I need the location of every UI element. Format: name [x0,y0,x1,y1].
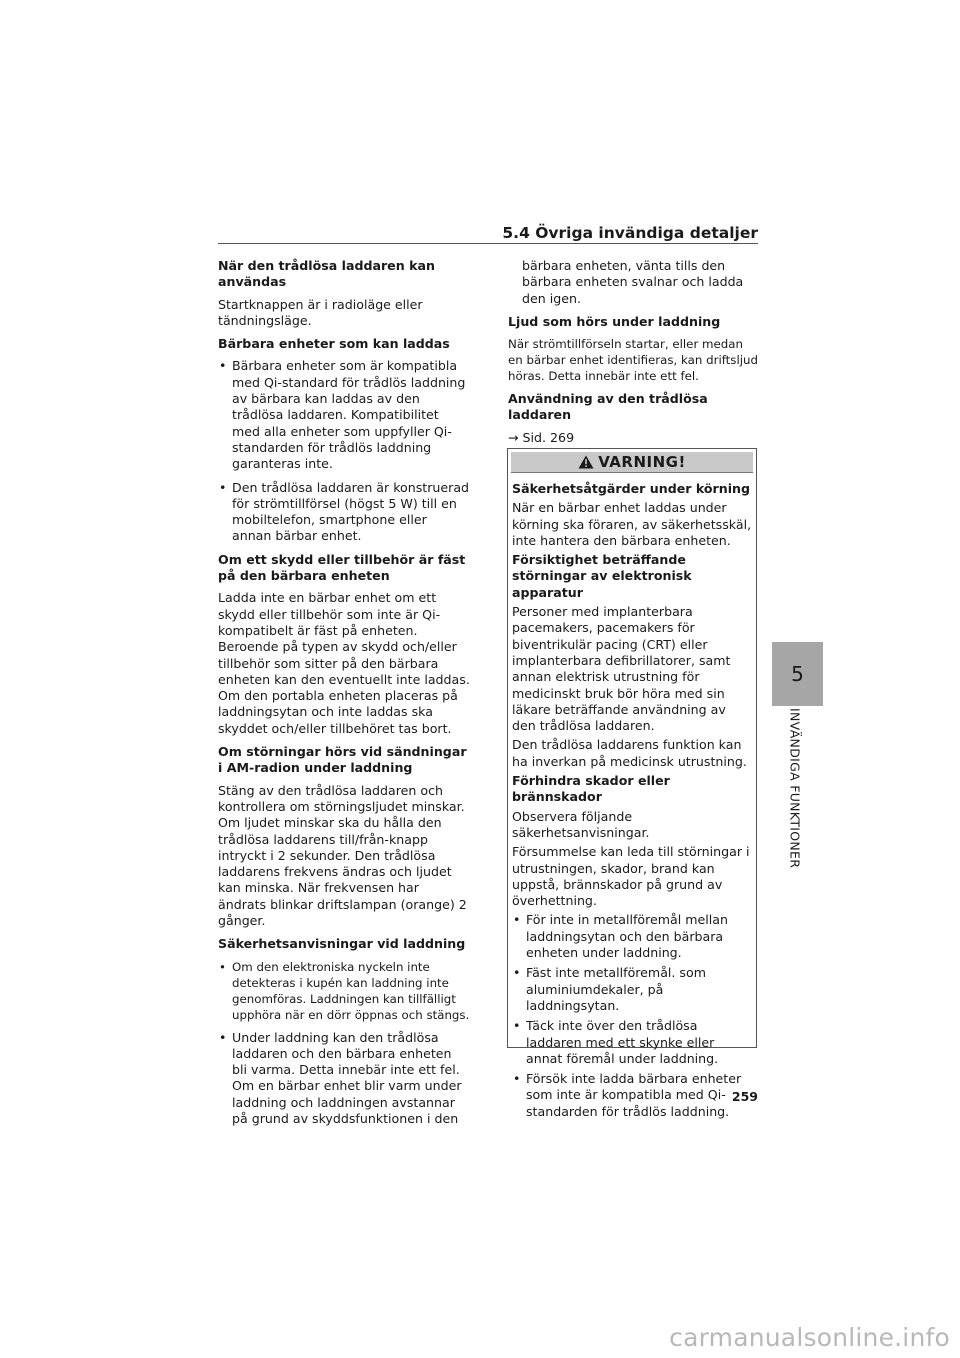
paragraph-am-interference: Stäng av den trådlösa laddaren och kontrollera om störningsljudet minskar. Om ljudet minskar ska du hålla den trådlösa laddarens till/från-knapp intryckt i 2 sekunder. Den trådlösa laddarens frekvens ändras och ljudet kan minska. När frekvensen har ändrats blinkar driftslampan (orange) 2 gånger. [218,782,467,928]
left-column [218,258,470,1134]
page-reference-link[interactable]: → Sid. 269 [508,429,575,445]
warning-heading-driving: Säkerhetsåtgärder under körning [512,481,751,496]
chapter-label: INVÄNDIGA FUNKTIONER [787,708,803,869]
warning-title: VARNING! [598,453,686,471]
paragraph-case-accessory: Ladda inte en bärbar enhet om ett skydd eller tillbehör som inte är Qi-kompatibelt är fäst på enheten. Beroende på typen av skydd och/eller tillbehör som sitter på den bärbara enheten kan den eventuellt inte laddas. Om den portabla enheten placeras på laddningsytan och inte laddas ska skyddet och/eller tillbehöret tas bort. [218,590,470,736]
safety-instructions-list [218,959,470,1128]
header-divider [218,243,758,244]
list-item: • Den trådlösa laddaren är konstruerad för strömtillförsel (högst 5 W) till en mobiltelefon, smartphone eller annan bärbar enhet. [218,480,470,545]
warning-list [512,912,752,1120]
warning-paragraph-observe: Observera följande säkerhetsanvisningar. [512,808,650,840]
paragraph-ignition: Startknappen är i radioläge eller tändningsläge. [218,296,423,328]
list-item: • Försök inte ladda bärbara enheter som inte är kompatibla med Qi-standarden för trådlös laddning. [512,1071,752,1120]
heading-chargeable-devices: Bärbara enheter som kan laddas [218,336,450,352]
chapter-number: 5 [791,662,804,686]
list-item: • Under laddning kan den trådlösa laddaren och den bärbara enheten bli varma. Detta innebär inte ett fel. Om en bärbar enhet blir varm under laddning och laddningen avstannar på grund av skyddsfunktionen i den [218,1030,470,1128]
warning-paragraph-medical: Den trådlösa laddarens funktion kan ha inverkan på medicinsk utrustning. [512,737,747,769]
list-item: • För inte in metallföremål mellan laddningsytan och den bärbara enheten under laddning. [512,912,752,961]
heading-usage: Användning av den trådlösa laddaren [508,391,708,423]
heading-when-usable: När den trådlösa laddaren kan användas [218,258,435,290]
page-number: 259 [731,1089,758,1104]
warning-paragraph-neglect: Försummelse kan leda till störningar i utrustningen, skador, brand kan uppstå, brännskador på grund av överhettning. [512,844,750,909]
warning-header [511,452,753,473]
chapter-label-wrapper [785,708,805,878]
section-title: 5.4 Övriga invändiga detaljer [502,224,758,242]
list-item: • Fäst inte metallföremål. som aluminiumdekaler, på laddningsytan. [512,965,752,1014]
list-item-continued: bärbara enheten, vänta tills den bärbara enheten svalnar och ladda den igen. [522,258,744,306]
heading-case-accessory: Om ett skydd eller tillbehör är fäst på den bärbara enheten [218,551,466,584]
warning-body [508,473,756,1120]
right-column [508,258,758,453]
heading-sounds: Ljud som hörs under laddning [508,313,721,329]
safety-instructions-list-continued [508,258,758,307]
heading-safety-instructions: Säkerhetsanvisningar vid laddning [218,936,466,952]
warning-triangle-icon [578,455,594,469]
watermark: carmanualsonline.info [669,1323,950,1352]
list-item: • Bärbara enheter som är kompatibla med Qi-standard för trådlös laddning av bärbara kan laddas av den trådlösa laddaren. Kompatibilitet med alla enheter som uppfyller Qi-standarden för trådlös laddning garanteras inte. [218,358,470,472]
warning-paragraph-pacemakers: Personer med implanterbara pacemakers, pacemakers för biventrikulär pacing (CRT) eller implanterbara defibrillatorer, samt annan elektrisk utrustning för medicinskt bruk bör höra med sin läkare beträffande användning av den trådlösa laddaren. [512,604,731,734]
warning-paragraph-driving: När en bärbar enhet laddas under körning ska föraren, av säkerhetsskäl, inte hantera den bärbara enheten. [512,500,752,548]
warning-heading-burns: Förhindra skador eller brännskador [512,773,670,805]
warning-heading-interference: Försiktighet beträffande störningar av elektronisk apparatur [512,552,692,600]
chargeable-devices-list [218,358,470,544]
list-item: • Täck inte över den trådlösa laddaren med ett skynke eller annat föremål under laddning. [512,1018,752,1067]
heading-am-interference: Om störningar hörs vid sändningar i AM-radion under laddning [218,744,467,776]
list-item: • Om den elektroniska nyckeln inte detekteras i kupén kan laddning inte genomföras. Laddningen kan tillfälligt upphöra när en dörr öppnas och stängs. [218,959,470,1023]
chapter-tab [772,642,823,706]
paragraph-sounds: När strömtillförseln startar, eller medan en bärbar enhet identifieras, kan driftsljud höras. Detta innebär inte ett fel. [508,337,758,384]
